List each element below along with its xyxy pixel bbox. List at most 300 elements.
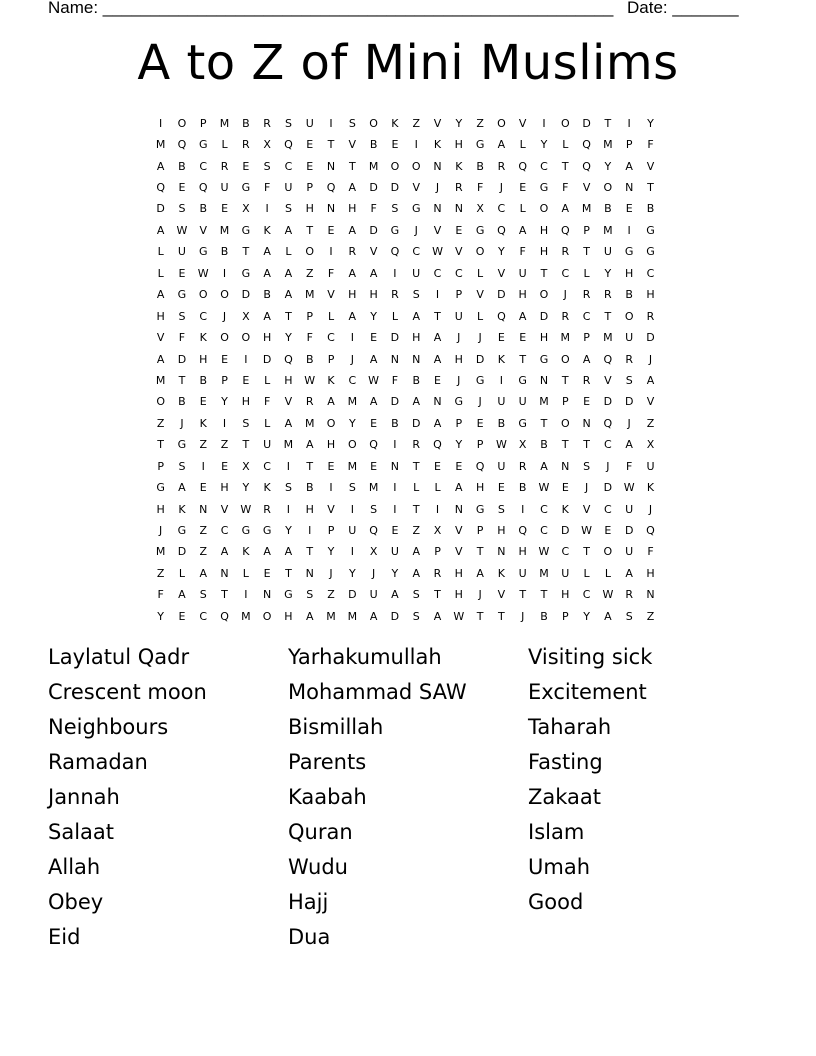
grid-letter: D <box>646 331 655 345</box>
grid-letter: M <box>304 416 315 430</box>
grid-letter: W <box>432 245 443 259</box>
grid-letter: B <box>220 245 229 259</box>
grid-letter: V <box>455 245 463 259</box>
grid-letter: T <box>540 266 548 280</box>
grid-letter: O <box>347 438 357 452</box>
grid-letter: S <box>412 588 420 602</box>
grid-letter: E <box>370 416 378 430</box>
grid-letter: L <box>604 566 611 580</box>
grid-letter: T <box>561 373 569 387</box>
grid-letter: F <box>306 331 313 345</box>
grid-letter: I <box>159 116 163 130</box>
grid-letter: I <box>286 502 291 516</box>
date-field-label: Date: _______ <box>627 0 739 17</box>
grid-letter: B <box>540 438 548 452</box>
grid-letter: K <box>391 116 399 130</box>
grid-letter: J <box>563 288 567 302</box>
grid-letter: C <box>540 159 548 173</box>
grid-letter: J <box>435 181 440 195</box>
grid-letter: G <box>518 373 527 387</box>
grid-letter: U <box>625 545 634 559</box>
grid-letter: R <box>263 116 271 130</box>
grid-letter: V <box>497 266 506 280</box>
grid-letter: C <box>561 545 570 559</box>
grid-letter: O <box>220 288 229 302</box>
grid-letter: E <box>583 395 591 409</box>
grid-letter: P <box>561 395 569 409</box>
grid-letter: P <box>625 138 633 152</box>
grid-letter: J <box>371 566 376 580</box>
grid-letter: A <box>369 395 378 409</box>
grid-letter: O <box>411 159 421 173</box>
grid-letter: E <box>434 373 441 387</box>
grid-letter: G <box>539 181 549 195</box>
grid-letter: Y <box>370 309 377 323</box>
grid-letter: B <box>604 202 612 216</box>
grid-letter: H <box>284 373 293 387</box>
grid-letter: T <box>242 245 250 259</box>
grid-letter: A <box>284 545 293 559</box>
grid-letter: V <box>220 502 229 516</box>
grid-letter: Y <box>157 609 165 623</box>
grid-letter: A <box>625 159 633 173</box>
grid-letter: Q <box>582 138 591 152</box>
grid-letter: O <box>262 609 272 623</box>
grid-letter: T <box>178 373 186 387</box>
grid-letter: X <box>263 138 271 152</box>
grid-letter: N <box>433 202 442 216</box>
grid-letter: A <box>199 566 207 580</box>
grid-letter: P <box>455 288 463 302</box>
grid-letter: F <box>178 331 186 345</box>
grid-letter: N <box>199 502 208 516</box>
grid-letter: T <box>242 438 250 452</box>
grid-letter: Q <box>497 223 506 237</box>
grid-letter: G <box>241 524 251 538</box>
grid-letter: C <box>199 309 208 323</box>
grid-letter: W <box>197 266 209 280</box>
grid-letter: U <box>305 116 314 130</box>
grid-letter: B <box>178 395 186 409</box>
grid-letter: O <box>156 395 165 409</box>
grid-letter: D <box>390 395 400 409</box>
grid-row <box>150 585 670 606</box>
grid-letter: A <box>433 352 442 366</box>
word-list <box>48 640 768 960</box>
grid-letter: A <box>263 245 271 259</box>
grid-letter: A <box>156 352 165 366</box>
grid-letter: V <box>455 524 463 538</box>
grid-letter: G <box>177 524 187 538</box>
grid-letter: O <box>560 416 570 430</box>
grid-letter: A <box>604 609 612 623</box>
grid-letter: A <box>561 202 570 216</box>
grid-letter: A <box>284 266 293 280</box>
grid-letter: Q <box>326 181 336 195</box>
grid-letter: T <box>583 545 590 559</box>
grid-letter: T <box>434 309 441 323</box>
grid-letter: T <box>434 588 441 602</box>
grid-letter: S <box>583 459 591 473</box>
grid-letter: F <box>157 588 164 602</box>
grid-letter: S <box>370 502 378 516</box>
grid-letter: I <box>350 545 354 559</box>
grid-letter: G <box>177 288 187 302</box>
grid-letter: H <box>326 438 336 452</box>
grid-letter: W <box>623 481 635 495</box>
word-list-item: Hajj <box>288 890 329 914</box>
grid-letter: R <box>305 395 314 409</box>
grid-letter: H <box>539 331 549 345</box>
grid-letter: L <box>477 309 484 323</box>
grid-letter: S <box>242 416 250 430</box>
grid-letter: G <box>177 438 187 452</box>
grid-letter: O <box>539 202 549 216</box>
grid-letter: N <box>433 159 442 173</box>
grid-letter: L <box>583 566 590 580</box>
grid-letter: H <box>305 202 314 216</box>
grid-row <box>150 370 670 391</box>
grid-letter: P <box>476 524 484 538</box>
grid-letter: H <box>454 588 463 602</box>
grid-letter: P <box>157 459 164 473</box>
grid-letter: I <box>627 223 631 237</box>
grid-letter: L <box>519 202 526 216</box>
grid-letter: Y <box>498 245 505 259</box>
grid-letter: M <box>603 331 613 345</box>
grid-letter: L <box>285 245 292 259</box>
grid-letter: E <box>604 524 612 538</box>
grid-letter: O <box>560 352 570 366</box>
grid-letter: Y <box>391 566 399 580</box>
grid-letter: Y <box>221 395 228 409</box>
grid-letter: E <box>370 459 378 473</box>
grid-letter: M <box>347 395 358 409</box>
grid-letter: A <box>156 223 165 237</box>
grid-letter: S <box>391 202 399 216</box>
name-field-label: Name: ______________________________________________________ <box>48 0 614 17</box>
grid-letter: X <box>646 438 655 452</box>
grid-letter: T <box>285 309 292 323</box>
grid-letter: U <box>284 181 293 195</box>
grid-letter: G <box>241 266 251 280</box>
grid-letter: L <box>242 566 249 580</box>
grid-letter: R <box>348 245 357 259</box>
grid-letter: W <box>581 524 593 538</box>
grid-letter: R <box>242 138 250 152</box>
grid-row <box>150 520 670 541</box>
grid-letter: W <box>538 481 550 495</box>
grid-letter: T <box>583 245 590 259</box>
grid-letter: L <box>562 138 569 152</box>
grid-letter: H <box>518 288 527 302</box>
grid-letter: O <box>539 288 549 302</box>
grid-row <box>150 606 670 627</box>
grid-letter: A <box>497 138 506 152</box>
grid-letter: A <box>412 566 420 580</box>
grid-letter: D <box>624 524 634 538</box>
grid-letter: C <box>582 309 591 323</box>
grid-letter: Q <box>220 609 229 623</box>
grid-letter: I <box>393 481 397 495</box>
grid-letter: Y <box>604 266 612 280</box>
grid-letter: L <box>583 266 590 280</box>
grid-letter: Y <box>285 331 292 345</box>
grid-letter: J <box>478 331 482 345</box>
grid-letter: R <box>625 352 633 366</box>
grid-letter: I <box>435 502 440 516</box>
grid-letter: J <box>478 588 482 602</box>
grid-letter: J <box>499 181 504 195</box>
grid-letter: E <box>455 459 463 473</box>
grid-letter: G <box>262 524 272 538</box>
grid-letter: O <box>220 331 229 345</box>
grid-letter: H <box>412 331 421 345</box>
grid-letter: X <box>518 438 527 452</box>
grid-letter: I <box>222 266 227 280</box>
grid-letter: I <box>329 116 333 130</box>
grid-letter: V <box>604 373 612 387</box>
grid-letter: U <box>518 266 527 280</box>
grid-letter: G <box>646 245 655 259</box>
grid-letter: H <box>561 588 570 602</box>
grid-letter: H <box>284 609 293 623</box>
word-list-item: Laylatul Qadr <box>48 645 190 669</box>
grid-letter: F <box>263 395 271 409</box>
grid-letter: N <box>454 202 463 216</box>
grid-letter: A <box>455 481 463 495</box>
grid-letter: I <box>393 502 397 516</box>
grid-letter: B <box>497 416 506 430</box>
grid-letter: C <box>604 502 612 516</box>
grid-letter: A <box>348 223 357 237</box>
grid-letter: X <box>476 202 484 216</box>
grid-letter: U <box>369 588 378 602</box>
grid-letter: C <box>540 524 548 538</box>
grid-letter: T <box>285 566 292 580</box>
grid-letter: V <box>476 288 484 302</box>
grid-letter: S <box>497 502 505 516</box>
grid-letter: F <box>476 181 484 195</box>
grid-letter: O <box>305 245 315 259</box>
grid-letter: S <box>284 116 292 130</box>
grid-letter: T <box>498 609 505 623</box>
grid-letter: E <box>625 202 633 216</box>
grid-letter: Q <box>369 524 378 538</box>
grid-letter: R <box>582 288 591 302</box>
grid-letter: L <box>157 266 164 280</box>
grid-letter: E <box>476 416 484 430</box>
grid-letter: E <box>199 395 207 409</box>
grid-letter: N <box>582 416 591 430</box>
grid-letter: M <box>219 116 230 130</box>
grid-letter: J <box>350 352 354 366</box>
grid-letter: B <box>625 288 633 302</box>
grid-row <box>150 242 670 263</box>
grid-letter: Y <box>348 566 356 580</box>
grid-letter: E <box>221 352 229 366</box>
grid-letter: X <box>242 459 250 473</box>
grid-letter: Z <box>199 524 208 538</box>
grid-letter: M <box>241 609 251 623</box>
grid-letter: F <box>263 181 271 195</box>
grid-letter: V <box>156 331 165 345</box>
grid-letter: G <box>454 395 464 409</box>
grid-letter: O <box>241 331 251 345</box>
word-list-item: Jannah <box>48 785 120 809</box>
grid-letter: H <box>199 352 208 366</box>
grid-letter: E <box>242 159 250 173</box>
grid-letter: C <box>284 159 293 173</box>
grid-letter: A <box>433 331 442 345</box>
grid-letter: T <box>157 438 165 452</box>
grid-letter: O <box>603 545 613 559</box>
grid-letter: I <box>521 502 525 516</box>
grid-letter: S <box>412 609 420 623</box>
grid-letter: J <box>329 566 333 580</box>
grid-letter: L <box>327 309 335 323</box>
grid-letter: D <box>241 288 251 302</box>
grid-letter: S <box>284 481 292 495</box>
grid-letter: Z <box>327 588 335 602</box>
grid-letter: W <box>538 545 550 559</box>
grid-letter: K <box>199 331 207 345</box>
grid-letter: R <box>625 588 633 602</box>
word-list-item: Neighbours <box>48 715 169 739</box>
grid-letter: E <box>391 524 399 538</box>
grid-letter: I <box>286 459 291 473</box>
grid-letter: W <box>304 373 316 387</box>
grid-letter: U <box>412 266 421 280</box>
grid-letter: Q <box>284 352 293 366</box>
grid-letter: G <box>475 138 485 152</box>
grid-letter: A <box>348 181 357 195</box>
grid-letter: G <box>284 588 293 602</box>
grid-letter: Y <box>285 524 292 538</box>
grid-letter: S <box>412 288 420 302</box>
grid-letter: T <box>476 609 484 623</box>
grid-letter: S <box>178 202 186 216</box>
grid-letter: H <box>454 352 463 366</box>
word-list-item: Obey <box>48 890 104 914</box>
grid-letter: I <box>329 481 333 495</box>
grid-letter: G <box>390 223 400 237</box>
grid-letter: V <box>433 116 442 130</box>
word-list-item: Umah <box>528 855 591 879</box>
grid-letter: D <box>156 202 165 216</box>
grid-letter: K <box>646 481 655 495</box>
grid-letter: I <box>627 116 631 130</box>
grid-letter: E <box>327 223 335 237</box>
grid-letter: S <box>625 373 633 387</box>
grid-letter: N <box>561 459 570 473</box>
grid-letter: E <box>306 138 314 152</box>
grid-letter: B <box>646 202 655 216</box>
grid-letter: U <box>561 566 570 580</box>
grid-letter: M <box>539 566 549 580</box>
grid-letter: W <box>240 502 252 516</box>
grid-letter: P <box>583 331 590 345</box>
grid-letter: U <box>263 438 272 452</box>
grid-letter: U <box>177 245 186 259</box>
grid-letter: E <box>199 481 207 495</box>
grid-row <box>150 177 670 198</box>
grid-letter: O <box>326 416 336 430</box>
grid-letter: A <box>156 288 165 302</box>
grid-row <box>150 499 670 520</box>
grid-letter: D <box>539 309 549 323</box>
grid-letter: A <box>284 288 293 302</box>
grid-letter: R <box>561 309 570 323</box>
grid-letter: N <box>326 202 336 216</box>
grid-letter: M <box>368 159 379 173</box>
grid-letter: E <box>178 181 186 195</box>
grid-letter: Y <box>647 116 654 130</box>
grid-letter: O <box>603 181 613 195</box>
grid-letter: J <box>159 524 163 538</box>
grid-letter: E <box>221 459 229 473</box>
grid-letter: N <box>220 566 229 580</box>
grid-letter: D <box>411 416 421 430</box>
grid-letter: E <box>497 331 505 345</box>
grid-letter: F <box>519 245 526 259</box>
grid-row <box>150 542 670 563</box>
grid-letter: I <box>393 266 397 280</box>
grid-letter: J <box>606 459 610 473</box>
grid-letter: N <box>646 588 655 602</box>
grid-letter: V <box>582 181 591 195</box>
grid-letter: Z <box>412 524 420 538</box>
word-list-item: Islam <box>528 820 585 844</box>
grid-letter: U <box>454 309 463 323</box>
word-list-item: Eid <box>48 925 81 949</box>
grid-letter: A <box>369 609 378 623</box>
grid-letter: O <box>560 116 570 130</box>
grid-letter: L <box>391 309 398 323</box>
grid-letter: A <box>284 223 293 237</box>
grid-letter: T <box>306 459 314 473</box>
grid-letter: Y <box>242 481 250 495</box>
grid-letter: Q <box>433 438 442 452</box>
grid-letter: N <box>390 352 400 366</box>
grid-letter: M <box>603 223 613 237</box>
grid-letter: G <box>411 202 421 216</box>
grid-letter: I <box>499 373 504 387</box>
word-list-item: Parents <box>288 750 367 774</box>
grid-letter: W <box>602 588 614 602</box>
grid-letter: T <box>647 181 654 195</box>
grid-letter: I <box>308 524 312 538</box>
grid-letter: U <box>625 502 634 516</box>
grid-letter: J <box>627 416 631 430</box>
grid-letter: Z <box>220 438 229 452</box>
grid-letter: K <box>263 223 271 237</box>
grid-letter: O <box>177 116 187 130</box>
grid-letter: F <box>562 181 569 195</box>
grid-letter: I <box>265 202 269 216</box>
grid-letter: B <box>305 481 314 495</box>
grid-letter: A <box>412 309 420 323</box>
grid-letter: Q <box>497 309 506 323</box>
grid-letter: Q <box>198 181 208 195</box>
grid-letter: A <box>263 545 271 559</box>
grid-letter: V <box>412 181 420 195</box>
grid-letter: Z <box>156 566 165 580</box>
grid-letter: E <box>519 181 527 195</box>
grid-letter: H <box>348 202 357 216</box>
grid-letter: D <box>390 181 400 195</box>
grid-letter: S <box>284 202 292 216</box>
